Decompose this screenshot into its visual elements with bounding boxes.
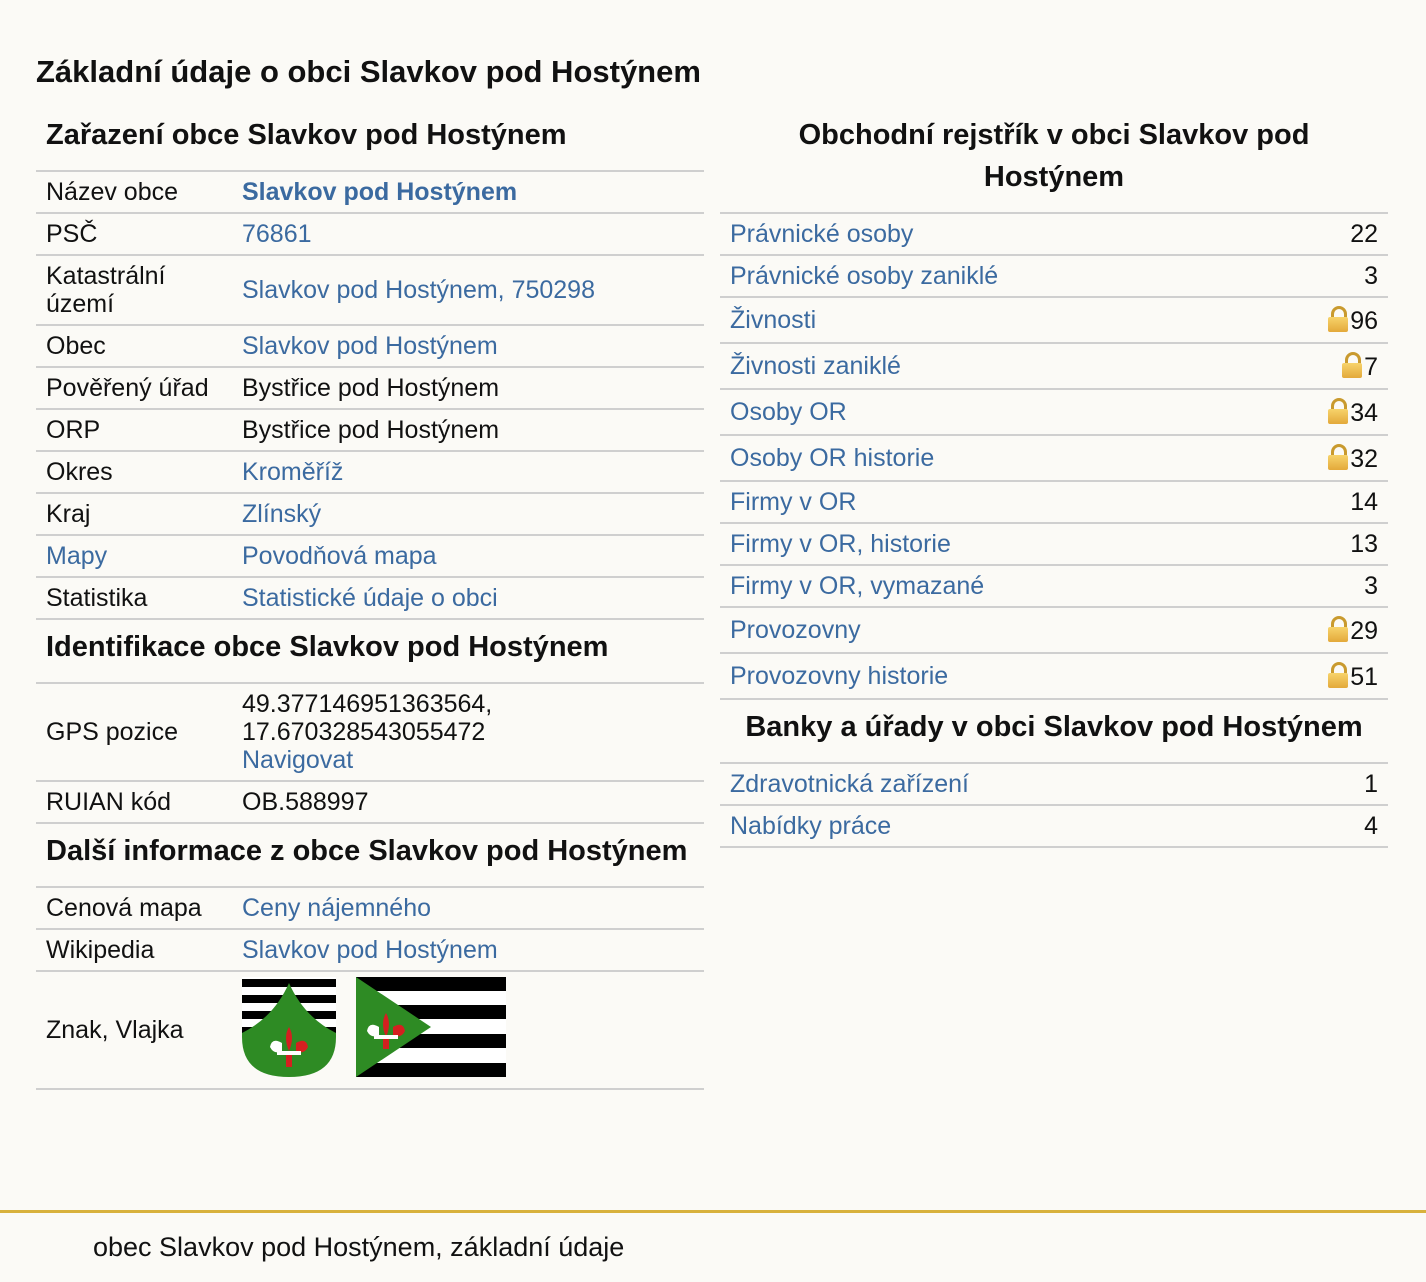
coat-of-arms-image bbox=[242, 977, 336, 1077]
table-row bbox=[36, 325, 704, 367]
row-key: ORP bbox=[46, 416, 101, 444]
rejstrik-table bbox=[720, 212, 1388, 698]
table-row bbox=[36, 971, 704, 1089]
table-row bbox=[720, 343, 1388, 389]
kraj-link[interactable]: Zlínský bbox=[242, 500, 322, 528]
obec-link[interactable]: Slavkov pod Hostýnem bbox=[242, 332, 498, 360]
row-key: Obec bbox=[46, 332, 106, 360]
count-value: 32 bbox=[1350, 444, 1378, 473]
emblems bbox=[242, 977, 694, 1083]
count-value: 96 bbox=[1350, 306, 1378, 335]
povereny-urad-value: Bystřice pod Hostýnem bbox=[242, 374, 500, 402]
gps-longitude: 17.670328543055472 bbox=[242, 718, 486, 746]
count-value: 22 bbox=[1350, 220, 1378, 248]
table-row bbox=[36, 493, 704, 535]
table-row bbox=[720, 523, 1388, 565]
count-value: 34 bbox=[1350, 398, 1378, 427]
lock-icon bbox=[1328, 616, 1348, 642]
count-value: 13 bbox=[1350, 530, 1378, 558]
row-key: Okres bbox=[46, 458, 113, 486]
page-title: Základní údaje o obci Slavkov pod Hostýnem bbox=[36, 54, 701, 89]
provozovny-historie-link[interactable]: Provozovny historie bbox=[730, 662, 949, 690]
ceny-najemneho-link[interactable]: Ceny nájemného bbox=[242, 894, 432, 922]
firmy-v-or-vymazane-link[interactable]: Firmy v OR, vymazané bbox=[730, 572, 985, 600]
zdravotnicka-zarizeni-link[interactable]: Zdravotnická zařízení bbox=[730, 770, 969, 798]
table-row bbox=[720, 435, 1388, 481]
table-row bbox=[36, 683, 704, 781]
table-row bbox=[36, 929, 704, 971]
row-key: Statistika bbox=[46, 584, 148, 612]
row-key: Znak, Vlajka bbox=[46, 1016, 184, 1044]
identifikace-table bbox=[36, 682, 704, 822]
wikipedia-link[interactable]: Slavkov pod Hostýnem bbox=[242, 936, 498, 964]
table-row bbox=[720, 213, 1388, 255]
row-key: Cenová mapa bbox=[46, 894, 202, 922]
count-value: 14 bbox=[1350, 488, 1378, 516]
row-key: Název obce bbox=[46, 178, 179, 206]
navigovat-link[interactable]: Navigovat bbox=[242, 746, 354, 774]
katastralni-uzemi-link[interactable]: Slavkov pod Hostýnem, 750298 bbox=[242, 276, 595, 304]
dalsi-title: Další informace z obce Slavkov pod Hostýnem bbox=[36, 822, 704, 886]
table-row bbox=[720, 389, 1388, 435]
row-key: GPS pozice bbox=[46, 718, 179, 746]
count-value: 1 bbox=[1364, 770, 1378, 798]
row-key: RUIAN kód bbox=[46, 788, 172, 816]
statistika-link[interactable]: Statistické údaje o obci bbox=[242, 584, 498, 612]
rejstrik-title: Obchodní rejstřík v obci Slavkov pod Hostýnem bbox=[798, 119, 1310, 193]
orp-value: Bystřice pod Hostýnem bbox=[242, 416, 500, 444]
lock-icon bbox=[1328, 444, 1348, 470]
zarazeni-table bbox=[36, 170, 704, 618]
table-row bbox=[720, 565, 1388, 607]
table-row bbox=[36, 255, 704, 325]
identifikace-title: Identifikace obce Slavkov pod Hostýnem bbox=[36, 618, 704, 682]
count-value: 3 bbox=[1364, 262, 1378, 290]
flag-link[interactable] bbox=[356, 977, 506, 1083]
table-row bbox=[36, 535, 704, 577]
gps-latitude: 49.377146951363564, bbox=[242, 690, 493, 718]
nabidky-prace-link[interactable]: Nabídky práce bbox=[730, 812, 892, 840]
table-row bbox=[36, 451, 704, 493]
right-column bbox=[720, 112, 1388, 848]
zivnosti-link[interactable]: Živnosti bbox=[730, 306, 817, 334]
table-row bbox=[36, 577, 704, 618]
row-key: Kraj bbox=[46, 500, 91, 528]
footer-divider bbox=[0, 1210, 1426, 1213]
pravnicke-osoby-zanikle-link[interactable]: Právnické osoby zaniklé bbox=[730, 262, 999, 290]
count-value: 3 bbox=[1364, 572, 1378, 600]
table-row bbox=[36, 367, 704, 409]
count-value: 4 bbox=[1364, 812, 1378, 840]
table-row bbox=[36, 409, 704, 451]
ruian-value: OB.588997 bbox=[242, 788, 369, 816]
povodnova-mapa-link[interactable]: Povodňová mapa bbox=[242, 542, 437, 570]
firmy-v-or-historie-link[interactable]: Firmy v OR, historie bbox=[730, 530, 951, 558]
table-row bbox=[36, 781, 704, 822]
lock-icon bbox=[1342, 352, 1362, 378]
banky-table bbox=[720, 762, 1388, 848]
row-key: Pověřený úřad bbox=[46, 374, 209, 402]
flag-image bbox=[356, 977, 506, 1077]
table-row bbox=[36, 171, 704, 213]
count-value: 7 bbox=[1364, 352, 1378, 381]
table-row bbox=[720, 481, 1388, 523]
table-row bbox=[720, 763, 1388, 805]
count-value: 29 bbox=[1350, 616, 1378, 645]
dalsi-table bbox=[36, 886, 704, 1090]
mapy-link[interactable]: Mapy bbox=[46, 542, 108, 570]
osoby-or-historie-link[interactable]: Osoby OR historie bbox=[730, 444, 935, 472]
nazev-obce-link[interactable]: Slavkov pod Hostýnem bbox=[242, 178, 518, 206]
okres-link[interactable]: Kroměříž bbox=[242, 458, 344, 486]
table-row bbox=[720, 255, 1388, 297]
banky-title: Banky a úřady v obci Slavkov pod Hostýnem bbox=[720, 698, 1388, 762]
row-key: PSČ bbox=[46, 220, 98, 248]
zivnosti-zanikle-link[interactable]: Živnosti zaniklé bbox=[730, 352, 901, 380]
left-column bbox=[36, 112, 704, 1090]
pravnicke-osoby-link[interactable]: Právnické osoby bbox=[730, 220, 914, 248]
lock-icon bbox=[1328, 398, 1348, 424]
firmy-v-or-link[interactable]: Firmy v OR bbox=[730, 488, 857, 516]
zarazeni-title: Zařazení obce Slavkov pod Hostýnem bbox=[46, 119, 567, 151]
footer-text: obec Slavkov pod Hostýnem, základní údaje bbox=[93, 1232, 625, 1262]
provozovny-link[interactable]: Provozovny bbox=[730, 616, 861, 644]
table-row bbox=[720, 607, 1388, 653]
row-key: Katastrální území bbox=[46, 262, 166, 318]
row-key: Wikipedia bbox=[46, 936, 155, 964]
psc-link[interactable]: 76861 bbox=[242, 220, 312, 248]
lock-icon bbox=[1328, 306, 1348, 332]
table-row bbox=[720, 653, 1388, 698]
count-value: 51 bbox=[1350, 662, 1378, 691]
lock-icon bbox=[1328, 662, 1348, 688]
table-row bbox=[720, 297, 1388, 343]
table-row bbox=[36, 887, 704, 929]
coat-of-arms-link[interactable] bbox=[242, 977, 336, 1083]
table-row bbox=[36, 213, 704, 255]
osoby-or-link[interactable]: Osoby OR bbox=[730, 398, 847, 426]
table-row bbox=[720, 805, 1388, 847]
